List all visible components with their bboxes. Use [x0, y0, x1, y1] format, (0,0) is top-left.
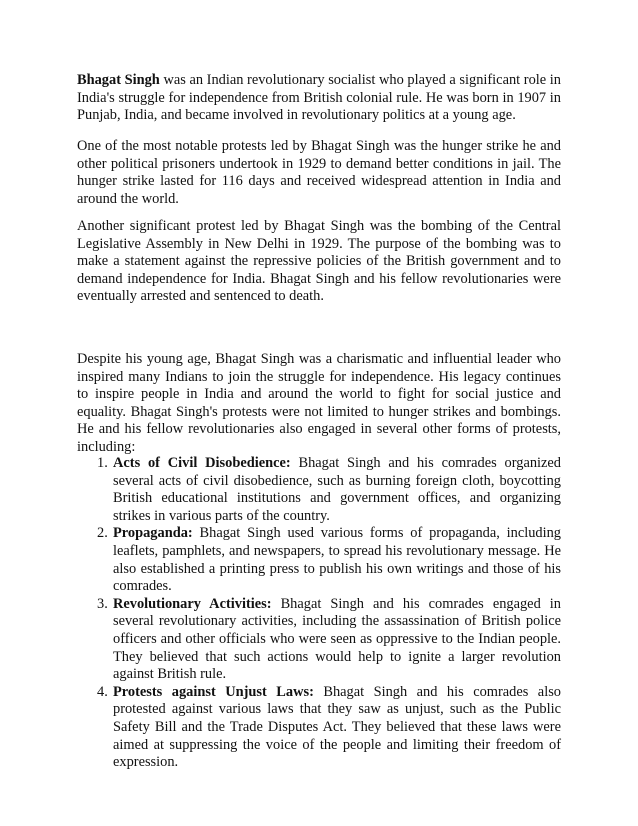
- protest-forms-list: [77, 455, 561, 772]
- paragraph-assembly-bombing: Another significant protest led by Bhagat Singh was the bombing of the Central Legislative Assembly in New Delhi in 1929. The purpose of the bombing was to make a statement against the repressive policies of the British government and to demand independence for India. Bhagat Singh and his fellow revolutionaries were eventually arrested and sentenced to death.: [77, 218, 561, 305]
- list-item-number: 4.: [97, 683, 108, 700]
- list-item-title: Propaganda:: [113, 525, 193, 542]
- paragraph-legacy: Despite his young age, Bhagat Singh was a charismatic and influential leader who inspired many Indians to join the struggle for independence. His legacy continues to inspire people in India and around the world to fight for social justice and equality. Bhagat Singh's protests were not limited to hunger strikes and bombings. He and his fellow revolutionaries also engaged in several other forms of protests, including:: [77, 351, 561, 455]
- list-item-text: Bhagat Singh and his comrades engaged in several revolutionary activities, including the assassination of British police officers and other officials who were seen as oppressive to the Indian people. They believed that such actions would help to ignite a larger revolution against British rule.: [113, 595, 562, 683]
- list-item-text: Bhagat Singh and his comrades also protested against various laws that they saw as unjust, such as the Public Safety Bill and the Trade Disputes Act. They believed that these laws were aimed at suppressing the voice of the people and limiting their freedom of expression.: [113, 683, 561, 771]
- list-item-number: 2.: [97, 525, 108, 542]
- list-item-unjust-laws: [77, 684, 561, 772]
- paragraph-hunger-strike: One of the most notable protests led by Bhagat Singh was the hunger strike he and other political prisoners undertook in 1929 to demand better conditions in jail. The hunger strike lasted for 116 days and received widespread attention in India and around the world.: [77, 138, 561, 207]
- list-item-title: Protests against Unjust Laws:: [113, 683, 314, 700]
- paragraph-intro-lead: Bhagat Singh: [77, 72, 160, 88]
- list-item-title: Revolutionary Activities:: [113, 595, 272, 612]
- list-item-title: Acts of Civil Disobedience:: [113, 455, 291, 471]
- list-item-revolutionary-activities: [77, 596, 561, 684]
- list-item-number: 3.: [97, 595, 108, 612]
- list-item-text: Bhagat Singh used various forms of propaganda, including leaflets, pamphlets, and newspapers, to spread his revolutionary message. He also established a printing press to publish his own writings and those of his comrades.: [113, 525, 561, 595]
- paragraph-intro: [77, 72, 561, 125]
- list-item-propaganda: [77, 525, 561, 595]
- list-item-number: 1.: [97, 455, 108, 471]
- paragraph-intro-text: was an Indian revolutionary socialist who played a significant role in India's struggle for independence from British colonial rule. He was born in 1907 in Punjab, India, and became involved in revolutionary politics at a young age.: [77, 72, 561, 124]
- list-item-civil-disobedience: [77, 455, 561, 525]
- list-item-text: Bhagat Singh and his comrades organized several acts of civil disobedience, such as burning foreign cloth, boycotting British educational institutions and government offices, and organizing strikes in various parts of the country.: [113, 455, 561, 524]
